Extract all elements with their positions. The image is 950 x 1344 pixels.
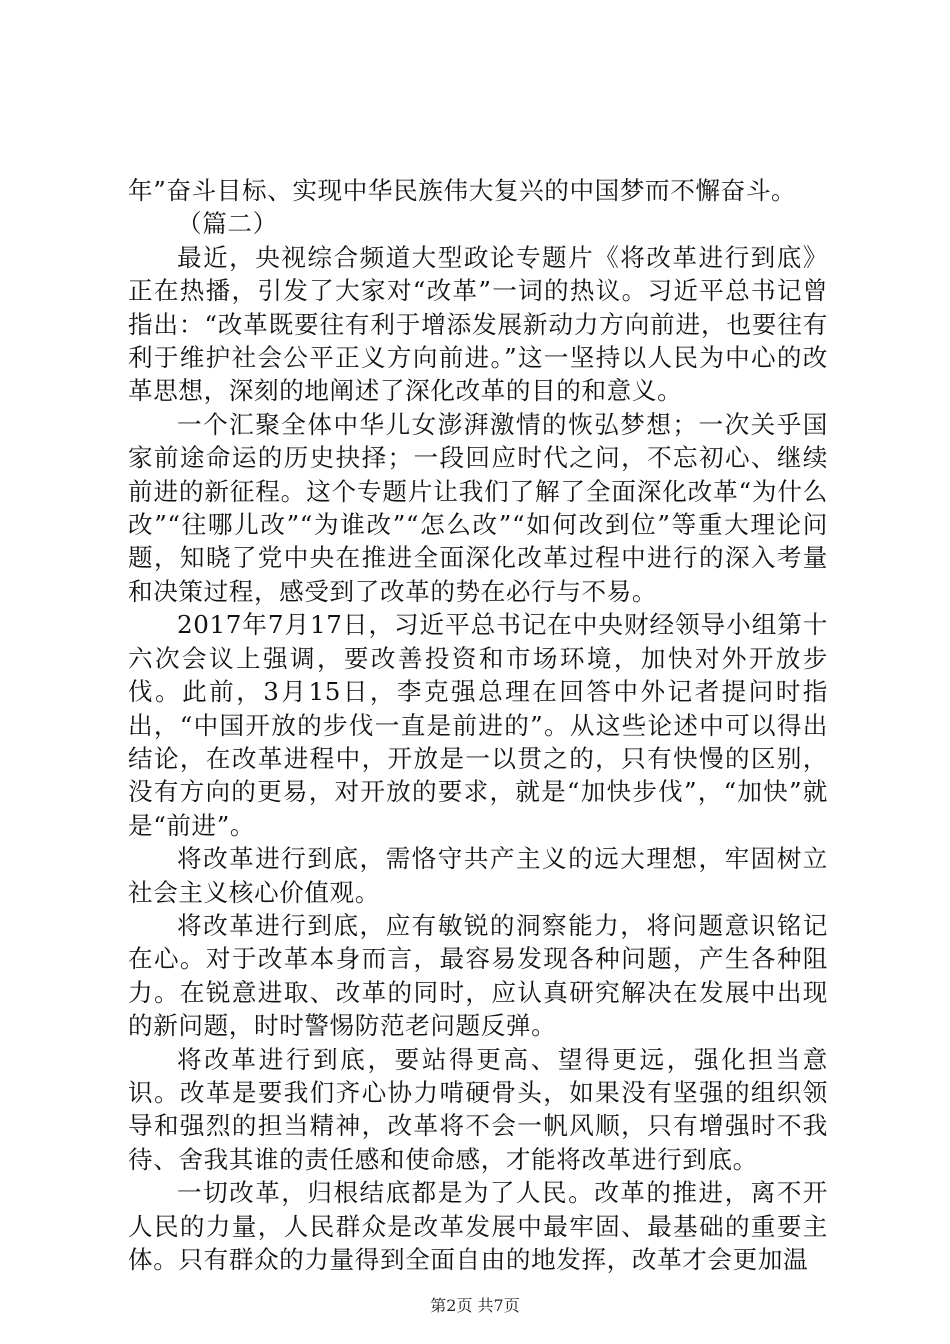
paragraph: 一切改革，归根结底都是为了人民。改革的推进，离不开人民的力量，人民群众是改革发展中最牢固、最基础的重要主体。只有群众的力量得到全面自由的地发挥，改革才会更加温 [128,1178,828,1274]
page-number-footer: 第2页 共7页 [430,1296,520,1315]
paragraph: 将改革进行到底，要站得更高、望得更远，强化担当意识。改革是要我们齐心协力啃硬骨头，如果没有坚强的组织领导和强烈的担当精神，改革将不会一帆风顺，只有增强时不我待、舍我其谁的责任感和使命感，才能将改革进行到底。 [128,1044,828,1174]
paragraph: 将改革进行到底，需恪守共产主义的远大理想，牢固树立社会主义核心价值观。 [128,844,828,907]
paragraph: 2017年7月17日，习近平总书记在中央财经领导小组第十六次会议上强调，要改善投资和市场环境，加快对外开放步伐。此前，3月15日，李克强总理在回答中外记者提问时指出，“中国开放的步伐一直是前进的”。从这些论述中可以得出结论，在改革进程中，开放是一以贯之的，只有快慢的区别，没有方向的更易，对开放的要求，就是“加快步伐”，“加快”就是“前进”。 [128,610,828,840]
paragraph: 最近，央视综合频道大型政论专题片《将改革进行到底》正在热播，引发了大家对“改革”一词的热议。习近平总书记曾指出：“改革既要往有利于增添发展新动力方向前进，也要往有利于维护社会公平正义方向前进。”这一坚持以人民为中心的改革思想，深刻的地阐述了深化改革的目的和意义。 [128,242,828,406]
section-heading: （篇二） [177,209,278,239]
paragraph: 将改革进行到底，应有敏锐的洞察能力，将问题意识铭记在心。对于改革本身而言，最容易发现各种问题，产生各种阻力。在锐意进取、改革的同时，应认真研究解决在发展中出现的新问题，时时警惕防范老问题反弹。 [128,910,828,1041]
document-body [128,174,828,1276]
paragraph-continuation: 年”奋斗目标、实现中华民族伟大复兴的中国梦而不懈奋斗。 [128,176,797,205]
paragraph: 一个汇聚全体中华儿女澎湃激情的恢弘梦想；一次关乎国家前途命运的历史抉择；一段回应时代之问，不忘初心、继续前进的新征程。这个专题片让我们了解了全面深化改革“为什么改”“往哪儿改”“为谁改”“怎么改”“如何改到位”等重大理论问题，知晓了党中央在推进全面深化改革过程中进行的深入考量和决策过程，感受到了改革的势在必行与不易。 [128,409,828,606]
